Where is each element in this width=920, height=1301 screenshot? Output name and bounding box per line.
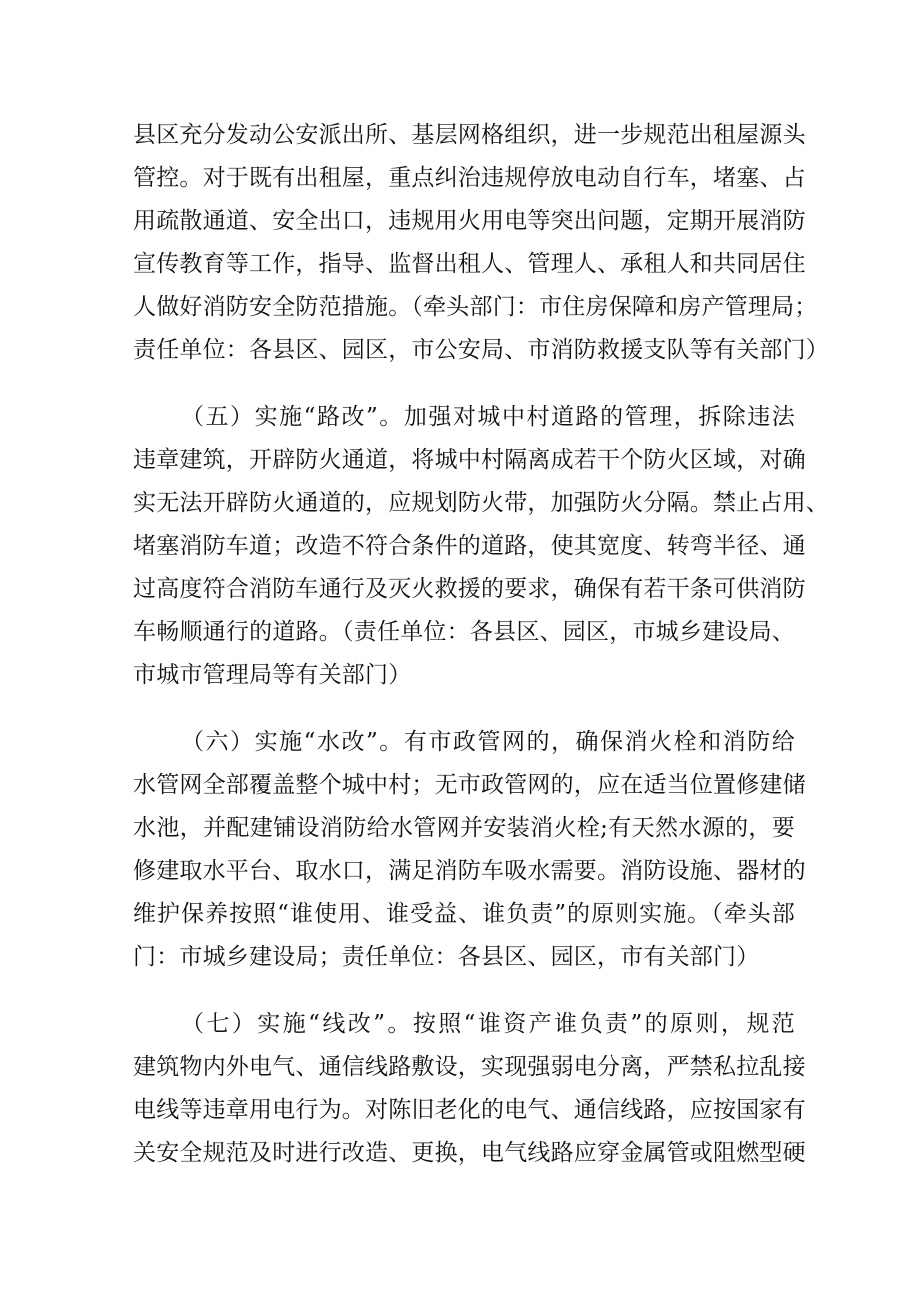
text-line: 过高度符合消防车通行及灭火救援的要求，确保有若干条可供消防	[133, 576, 806, 602]
text-line: 车畅顺通行的道路。（责任单位：各县区、园区，市城乡建设局、	[133, 619, 795, 645]
text-line: 宣传教育等工作，指导、监督出租人、管理人、承租人和共同居住	[133, 251, 806, 277]
text-line: 管控。对于既有出租屋，重点纠治违规停放电动自行车，堵塞、占	[133, 165, 806, 191]
paragraph-heading-line: （五）实施“路改”。加强对城中村道路的管理，拆除违法	[181, 404, 795, 430]
text-line: 堵塞消防车道；改造不符合条件的道路，使其宽度、转弯半径、通	[133, 533, 806, 559]
paragraph-heading-line: （六）实施“水改”。有市政管网的，确保消火栓和消防给	[181, 729, 795, 755]
text-line: 违章建筑，开辟防火通道，将城中村隔离成若干个防火区域，对确	[133, 447, 806, 473]
text-line: 门：市城乡建设局；责任单位：各县区、园区，市有关部门）	[133, 944, 760, 970]
text-line: 维护保养按照“谁使用、谁受益、谁负责”的原则实施。（牵头部	[133, 901, 795, 927]
text-line: 市城市管理局等有关部门）	[133, 662, 412, 688]
text-line: 县区充分发动公安派出所、基层网格组织，进一步规范出租屋源头	[133, 122, 806, 148]
text-line: 修建取水平台、取水口，满足消防车吸水需要。消防设施、器材的	[133, 858, 806, 884]
text-line: 水池，并配建铺设消防给水管网并安装消火栓;有天然水源的，要	[133, 815, 795, 841]
text-line: 人做好消防安全防范措施。（牵头部门：市住房保障和房产管理局；	[133, 294, 818, 320]
text-line: 电线等违章用电行为。对陈旧老化的电气、通信线路，应按国家有	[133, 1097, 806, 1123]
paragraph-heading-line: （七）实施“线改”。按照“谁资产谁负责”的原则，规范	[181, 1011, 795, 1037]
text-line: 建筑物内外电气、通信线路敷设，实现强弱电分离，严禁私拉乱接	[133, 1054, 806, 1080]
text-line: 水管网全部覆盖整个城中村；无市政管网的，应在适当位置修建储	[133, 772, 806, 798]
text-line: 实无法开辟防火通道的，应规划防火带，加强防火分隔。禁止占用、	[133, 490, 829, 516]
text-line: 责任单位：各县区、园区，市公安局、市消防救援支队等有关部门）	[133, 337, 829, 363]
text-line: 关安全规范及时进行改造、更换，电气线路应穿金属管或阻燃型硬	[133, 1140, 806, 1166]
text-line: 用疏散通道、安全出口，违规用火用电等突出问题，定期开展消防	[133, 208, 806, 234]
